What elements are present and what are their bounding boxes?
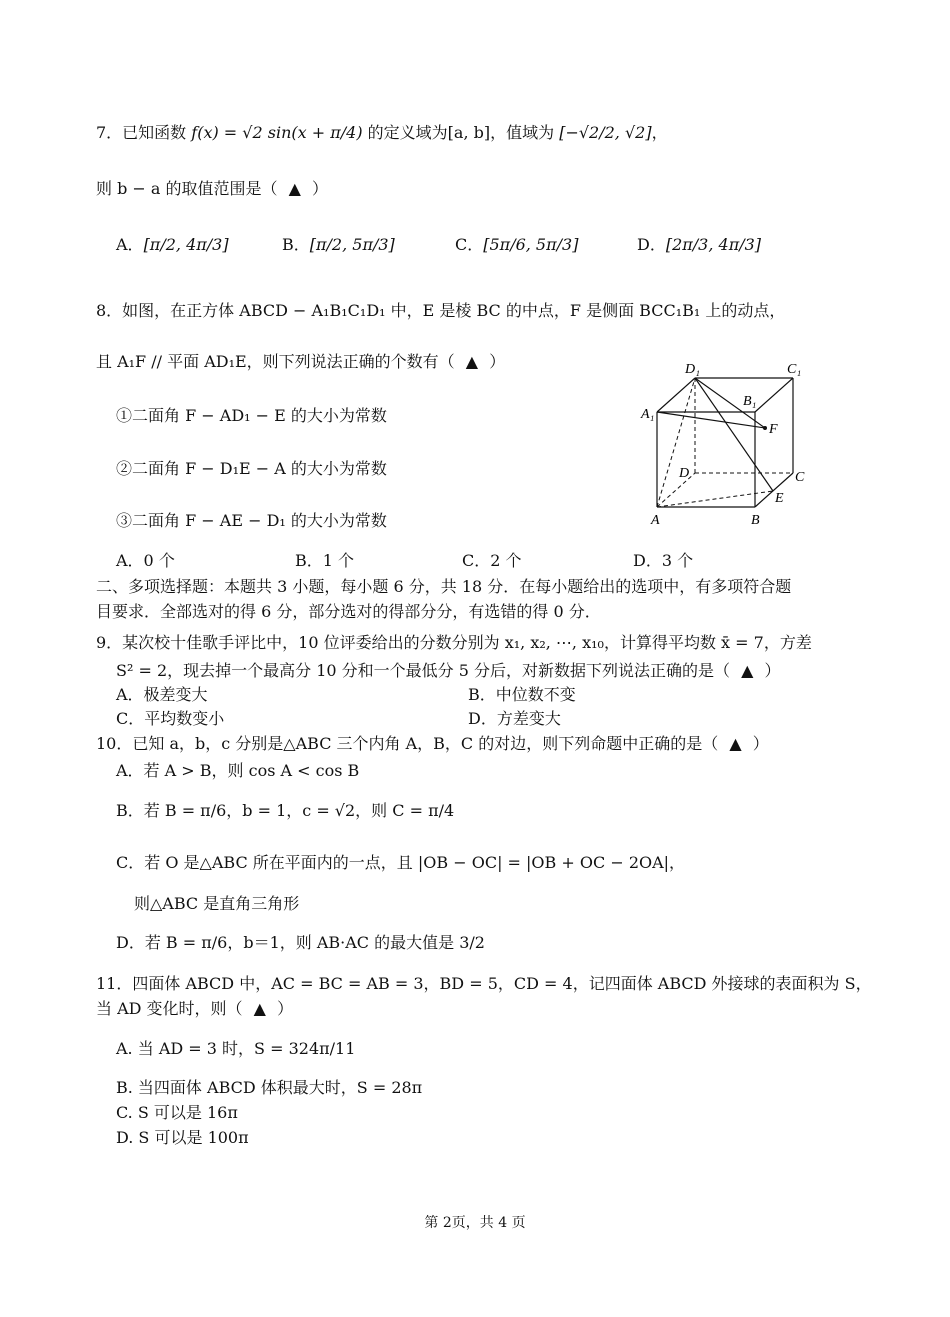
q8-option-c: C．2 个: [462, 551, 522, 570]
q7-option-a: A．[π/2, 4π/3]: [116, 235, 229, 254]
q9-stem-line2: S² = 2，现去掉一个最高分 10 分和一个最低分 5 分后，对新数据下列说法正确的是（ ▲ ）: [116, 661, 781, 680]
q10-option-c-line1: C．若 O 是△ABC 所在平面内的一点，且 |OB − OC| = |OB + OC − 2OA|，: [116, 853, 686, 872]
hidden-edge: [657, 473, 695, 507]
q10-option-d: D．若 B = π/6，b＝1，则 AB·AC 的最大值是 3/2: [116, 933, 485, 952]
edge: [695, 378, 773, 491]
q10-option-b: B．若 B = π/6，b = 1，c = √2，则 C = π/4: [116, 801, 455, 820]
q8-item-2: ②二面角 F − D₁E − A 的大小为常数: [116, 459, 387, 478]
q8-option-a: A．0 个: [116, 551, 175, 570]
q11-stem-line2: 当 AD 变化时，则（ ▲ ）: [96, 999, 294, 1018]
q7-function: f(x) = √2 sin(x + π/4): [191, 123, 363, 142]
q9-option-a: A．极差变大: [116, 685, 208, 704]
q11-stem-line1: 11．四面体 ABCD 中，AC = BC = AB = 3，BD = 5，CD = 4，记四面体 ABCD 外接球的表面积为 S，: [96, 974, 872, 993]
q7-range: [−√2/2, √2]: [559, 123, 652, 142]
triangle-mark-icon: ▲: [465, 352, 479, 371]
point-f: [763, 426, 767, 430]
q11-option-b: B. 当四面体 ABCD 体积最大时，S = 28π: [116, 1078, 423, 1097]
edge: [657, 378, 695, 412]
q10-stem: 10．已知 a，b，c 分别是△ABC 三个内角 A，B，C 的对边，则下列命题中正确的是（ ▲ ）: [96, 734, 769, 753]
triangle-mark-icon: ▲: [253, 999, 266, 1018]
q9-option-b: B．中位数不变: [468, 685, 576, 704]
q9-option-c: C．平均数变小: [116, 709, 225, 728]
q11-option-c: C. S 可以是 16π: [116, 1103, 238, 1122]
label-a: A: [651, 513, 660, 528]
triangle-mark-icon: ▲: [288, 179, 301, 198]
q8-option-d: D．3 个: [633, 551, 694, 570]
label-c1: C₁: [787, 362, 802, 377]
label-d1: D₁: [685, 362, 700, 377]
edge: [755, 473, 793, 507]
q8-item-1: ①二面角 F − AD₁ − E 的大小为常数: [116, 406, 387, 425]
q8-item-3: ③二面角 F − AE − D₁ 的大小为常数: [116, 511, 387, 530]
label-a1: A₁: [641, 407, 655, 422]
label-b1: B₁: [743, 394, 757, 409]
q9-option-d: D．方差变大: [468, 709, 561, 728]
label-f: F: [769, 422, 778, 437]
edge: [755, 378, 793, 412]
q11-option-a: A. 当 AD = 3 时，S = 324π/11: [116, 1039, 356, 1058]
page-footer: 第 2页，共 4 页: [424, 1215, 526, 1231]
q7-stem-line1: 7．已知函数 f(x) = √2 sin(x + π/4) 的定义域为[a, b]，值域为 [−√2/2, √2]，: [96, 123, 668, 142]
q7-option-c: C．[5π/6, 5π/3]: [455, 235, 579, 254]
q7-option-d: D．[2π/3, 4π/3]: [637, 235, 762, 254]
section2-line2: 目要求．全部选对的得 6 分，部分选对的得部分分，有选错的得 0 分．: [96, 602, 601, 621]
triangle-mark-icon: ▲: [729, 734, 742, 753]
label-e: E: [775, 491, 784, 506]
q8-stem-line2: 且 A₁F // 平面 AD₁E，则下列说法正确的个数有（ ▲ ）: [96, 352, 506, 371]
q9-stem-line1: 9．某次校十佳歌手评比中，10 位评委给出的分数分别为 x₁, x₂, ⋯, x₁₀，计算得平均数 x̄ = 7，方差: [96, 633, 812, 652]
q8-stem-line1: 8．如图，在正方体 ABCD − A₁B₁C₁D₁ 中，E 是棱 BC 的中点，F 是侧面 BCC₁B₁ 上的动点，: [96, 301, 786, 320]
q7-stem-line2: 则 b − a 的取值范围是（ ▲ ）: [96, 179, 329, 198]
section2-line1: 二、多项选择题：本题共 3 小题，每小题 6 分，共 18 分．在每小题给出的选项中，有多项符合题: [96, 577, 792, 596]
label-b: B: [751, 513, 760, 528]
q8-option-b: B．1 个: [295, 551, 355, 570]
label-d: D: [679, 466, 690, 481]
label-c: C: [795, 470, 805, 485]
q7-option-b: B．[π/2, 5π/3]: [282, 235, 395, 254]
cube-figure: [635, 360, 815, 530]
triangle-mark-icon: ▲: [741, 661, 754, 680]
q10-option-a: A．若 A > B，则 cos A < cos B: [116, 761, 360, 780]
edge: [657, 412, 765, 428]
q10-option-c-line2: 则△ABC 是直角三角形: [134, 894, 300, 913]
hidden-edge: [657, 378, 695, 507]
q11-option-d: D. S 可以是 100π: [116, 1128, 249, 1147]
